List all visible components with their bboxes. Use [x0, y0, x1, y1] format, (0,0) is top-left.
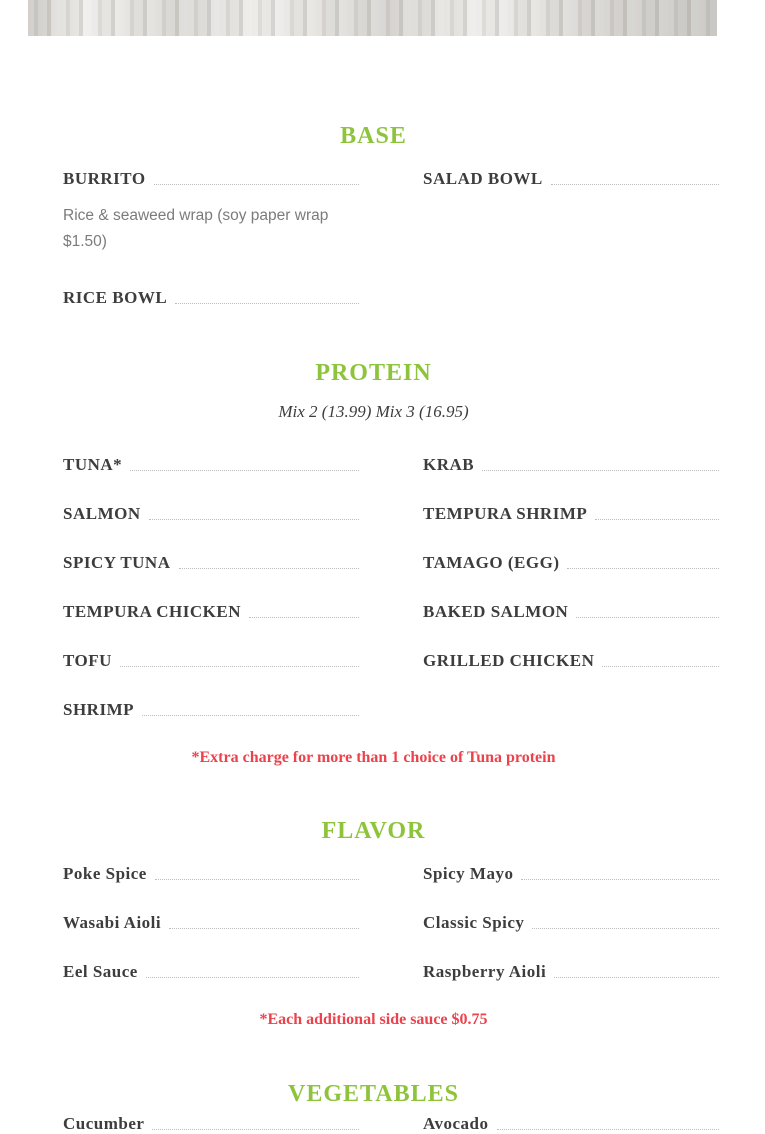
- dotted-leader: [602, 666, 719, 667]
- flavor-title: FLAVOR: [321, 818, 426, 844]
- dotted-leader: [576, 617, 719, 618]
- base-right-column: [423, 169, 719, 308]
- section-vegetables: [28, 1082, 719, 1134]
- dotted-leader: [152, 1129, 359, 1130]
- item-label: GRILLED CHICKEN: [423, 651, 595, 670]
- item-tempura-chicken: [63, 602, 359, 622]
- item-baked-salmon: [423, 602, 719, 622]
- header-wood-photo: [28, 0, 717, 36]
- item-rice-bowl: [63, 288, 359, 308]
- item-label: SALAD BOWL: [423, 169, 543, 188]
- item-label: Wasabi Aioli: [63, 913, 162, 932]
- item-tempura-shrimp: [423, 504, 719, 524]
- base-title: BASE: [340, 123, 407, 149]
- item-tamago-egg: [423, 553, 719, 573]
- protein-extra-charge-note: *Extra charge for more than 1 choice of Tuna protein: [191, 749, 556, 766]
- item-label: Avocado: [423, 1114, 489, 1133]
- base-left-column: [63, 169, 359, 308]
- item-classic-spicy: [423, 913, 719, 933]
- item-shrimp: [63, 700, 359, 720]
- base-columns: [28, 169, 719, 308]
- vegetables-title: VEGETABLES: [288, 1081, 459, 1107]
- dotted-leader: [120, 666, 359, 667]
- item-tuna: [63, 455, 359, 475]
- item-eel-sauce: [63, 962, 359, 982]
- section-protein: [28, 361, 719, 768]
- item-label: KRAB: [423, 455, 475, 474]
- dotted-leader: [482, 470, 719, 471]
- item-spicy-tuna: [63, 553, 359, 573]
- dotted-leader: [249, 617, 359, 618]
- dotted-leader: [521, 879, 719, 880]
- item-vegetable-clipped: [423, 1114, 719, 1134]
- flavor-right-column: [423, 864, 719, 982]
- item-label: Spicy Mayo: [423, 864, 514, 883]
- dotted-leader: [554, 977, 719, 978]
- item-wasabi-aioli: [63, 913, 359, 933]
- item-label: SHRIMP: [63, 700, 134, 719]
- item-label: BAKED SALMON: [423, 602, 569, 621]
- item-krab: [423, 455, 719, 475]
- item-label: TEMPURA SHRIMP: [423, 504, 588, 523]
- dotted-leader: [551, 184, 719, 185]
- dotted-leader: [175, 303, 359, 304]
- dotted-leader: [567, 568, 719, 569]
- menu-content: [28, 124, 719, 1134]
- vegetables-columns: [28, 1114, 719, 1134]
- dotted-leader: [142, 715, 359, 716]
- item-salad-bowl: [423, 169, 719, 189]
- item-label: SPICY TUNA: [63, 553, 171, 572]
- dotted-leader: [155, 879, 359, 880]
- item-label: RICE BOWL: [63, 288, 168, 307]
- item-spicy-mayo: [423, 864, 719, 884]
- item-label: Classic Spicy: [423, 913, 525, 932]
- protein-right-column: [423, 455, 719, 720]
- flavor-columns: [28, 864, 719, 982]
- dotted-leader: [497, 1129, 719, 1130]
- item-vegetable-clipped: [63, 1114, 359, 1134]
- item-label: Poke Spice: [63, 864, 147, 883]
- protein-columns: [28, 455, 719, 720]
- protein-subtitle: Mix 2 (13.99) Mix 3 (16.95): [278, 402, 469, 421]
- item-tofu: [63, 651, 359, 671]
- vegetables-right-column: [423, 1114, 719, 1134]
- item-label: TEMPURA CHICKEN: [63, 602, 241, 621]
- dotted-leader: [146, 977, 359, 978]
- item-raspberry-aioli: [423, 962, 719, 982]
- item-poke-spice: [63, 864, 359, 884]
- item-burrito: [63, 169, 359, 189]
- item-label: SALMON: [63, 504, 141, 523]
- item-label: Eel Sauce: [63, 962, 138, 981]
- item-label: Cucumber: [63, 1114, 145, 1133]
- dotted-leader: [169, 928, 359, 929]
- item-label: BURRITO: [63, 169, 146, 188]
- burrito-description: Rice & seaweed wrap (soy paper wrap $1.50): [63, 207, 329, 250]
- section-flavor: [28, 819, 719, 1030]
- item-label: TAMAGO (EGG): [423, 553, 560, 572]
- dotted-leader: [149, 519, 359, 520]
- item-salmon: [63, 504, 359, 524]
- dotted-leader: [154, 184, 359, 185]
- flavor-left-column: [63, 864, 359, 982]
- item-label: TUNA*: [63, 455, 123, 474]
- dotted-leader: [130, 470, 359, 471]
- dotted-leader: [532, 928, 719, 929]
- vegetables-left-column: [63, 1114, 359, 1134]
- flavor-side-sauce-note: *Each additional side sauce $0.75: [259, 1011, 488, 1028]
- protein-title: PROTEIN: [315, 360, 432, 386]
- section-base: [28, 124, 719, 308]
- item-label: TOFU: [63, 651, 112, 670]
- protein-left-column: [63, 455, 359, 720]
- dotted-leader: [179, 568, 360, 569]
- item-label: Raspberry Aioli: [423, 962, 547, 981]
- dotted-leader: [595, 519, 719, 520]
- item-grilled-chicken: [423, 651, 719, 671]
